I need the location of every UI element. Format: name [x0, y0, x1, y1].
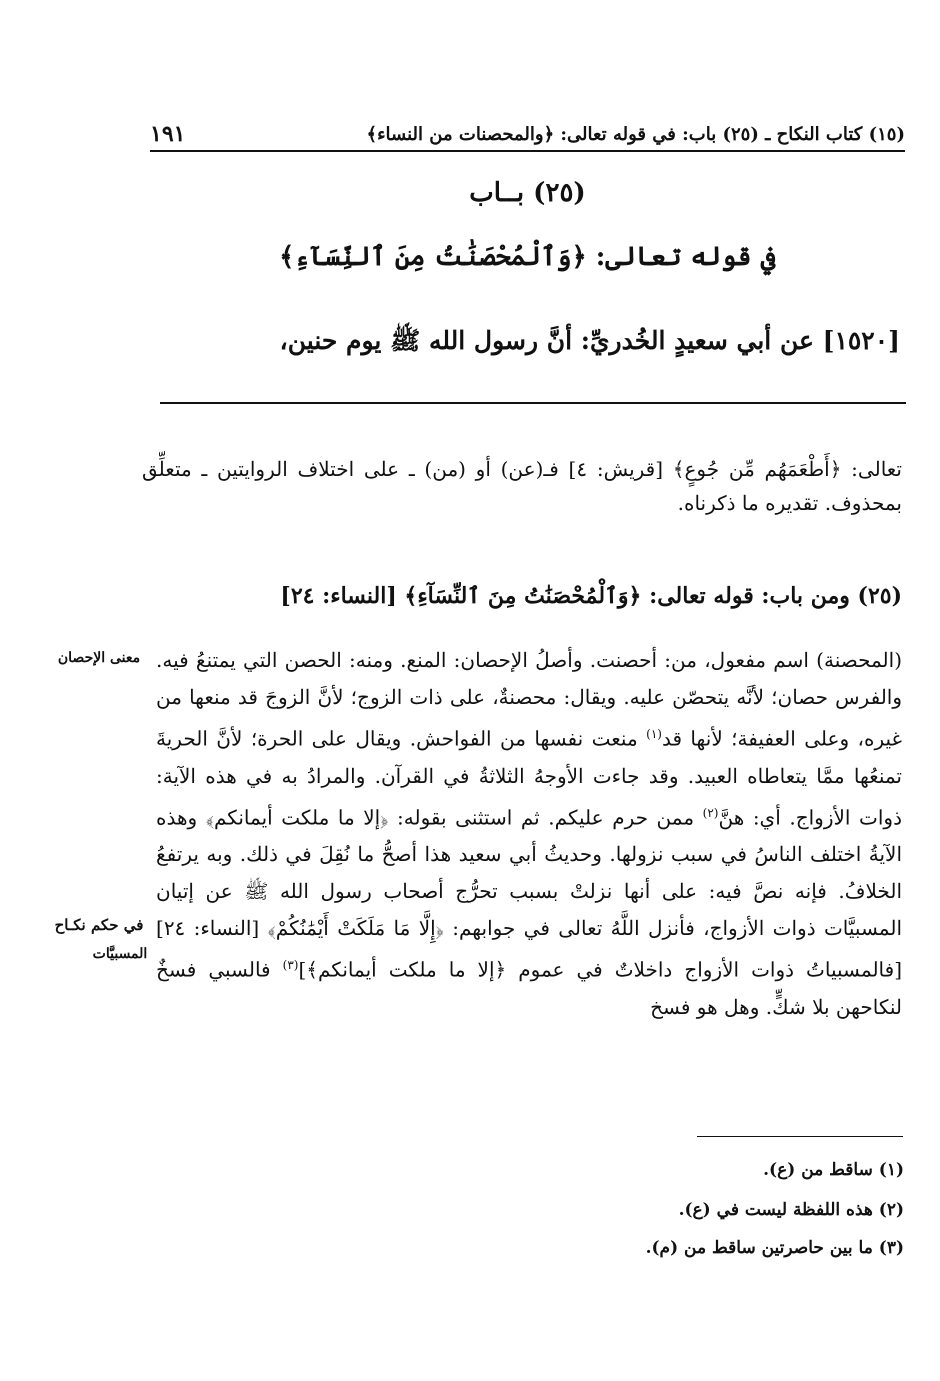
- body-text-part1: (المحصنة) اسم مفعول، من: أحصنت. وأصلُ الإحصان: المنع. ومنه: الحصن التي يمتنعُ فيه. والفرس حصان؛ لأنَّه يتحصّن عليه. ويقال: محصنةٌ، على ذات الزوج؛ لأنَّ الزوجَ قد منعها من غيره، وعلى العفيفة؛ لأنها قد: [156, 648, 903, 751]
- body-text-part3: ممن حرم عليكم. ثم استثنى بقوله: ﴿إلا ما ملكت أيمانكم﴾ وهذه الآيةُ اختلف الناسُ في سبب نزولها. وحديثُ أبي سعيد هذا أصحُّ ما نُقِلَ في ذلك. وبه يرتفعُ الخلافُ. فإنه نصَّ فيه: على أنها نزلتْ بسبب تحرُّج أصحاب رسول الله ﷺ عن إتيان المسبيَّات ذوات الأزواج، فأنزل اللَّهُ تعالى في جوابهم: ﴿إِلَّا مَا مَلَكَتْ أَيْمَٰنُكُمْ﴾ [النساء: ٢٤] [فالمسبياتُ ذوات الأزواج داخلاتٌ في عموم ﴿إلا ما ملكت أيمانكم﴾]: [156, 805, 902, 982]
- section-body: [156, 642, 902, 1026]
- footnote-mark-2: (٢): [702, 805, 719, 820]
- chapter-subtitle: في قوله تعالى: ﴿وَٱلْمُحْصَنَٰتُ مِنَ ٱلنِّسَآءِ﴾: [279, 242, 776, 272]
- margin-note-ihsan: معنى الإحصان: [57, 650, 141, 666]
- hadith-text: [١٥٢٠] عن أبي سعيدٍ الخُدريِّ: أنَّ رسول الله ﷺ يوم حنين،: [279, 326, 900, 355]
- footnote-mark-1: (١): [646, 727, 662, 741]
- footnote-2: (٢) هذه اللفظة ليست في (ع).: [678, 1200, 904, 1220]
- footnote-1: (١) ساقط من (ع).: [763, 1160, 904, 1180]
- body-text-part2: منعت نفسها من الفواحش. ويقال على الحرة؛ لأنَّ الحريةَ تمنعُها ممَّا يتعاطاه العبيد. وقد جاءت الأوجهُ الثلاثةُ في القرآن. والمرادُ به في هذه الآية: ذوات الأزواج. أي: هنَّ: [156, 726, 902, 830]
- margin-note-masbiyat: المسبيَّات: [92, 946, 148, 962]
- page-number: ١٩١: [150, 121, 186, 147]
- body-text-part4: فالسبي فسخٌ لنكاحهن بلا شكٍّ. وهل هو فسخ: [156, 957, 902, 1019]
- commentary-paragraph: تعالى: ﴿أَطْعَمَهُم مِّن جُوعٍ﴾ [قريش: ٤] فـ(عن) أو (من) ـ على اختلاف الروايتين ـ متعلِّق بمحذوف. تقديره ما ذكرناه.: [142, 457, 902, 515]
- chapter-title: (٢٥) بــاب: [469, 178, 586, 208]
- running-title: (١٥) كتاب النكاح ـ (٢٥) باب: في قوله تعالى: ﴿والمحصنات من النساء﴾: [366, 123, 905, 145]
- margin-note-nikah: في حكم نكـاح: [54, 916, 144, 934]
- page-header: [150, 118, 905, 152]
- footnote-mark-3: (٣): [282, 958, 299, 973]
- footnote-3: (٣) ما بين حاصرتين ساقط من (م).: [645, 1238, 904, 1258]
- footnote-divider: [697, 1136, 903, 1137]
- section-heading: (٢٥) ومن باب: قوله تعالى: ﴿وَٱلْمُحْصَنَٰتُ مِنَ ٱلنِّسَآءِ﴾ [النساء: ٢٤]: [280, 583, 902, 609]
- main-divider: [160, 402, 906, 404]
